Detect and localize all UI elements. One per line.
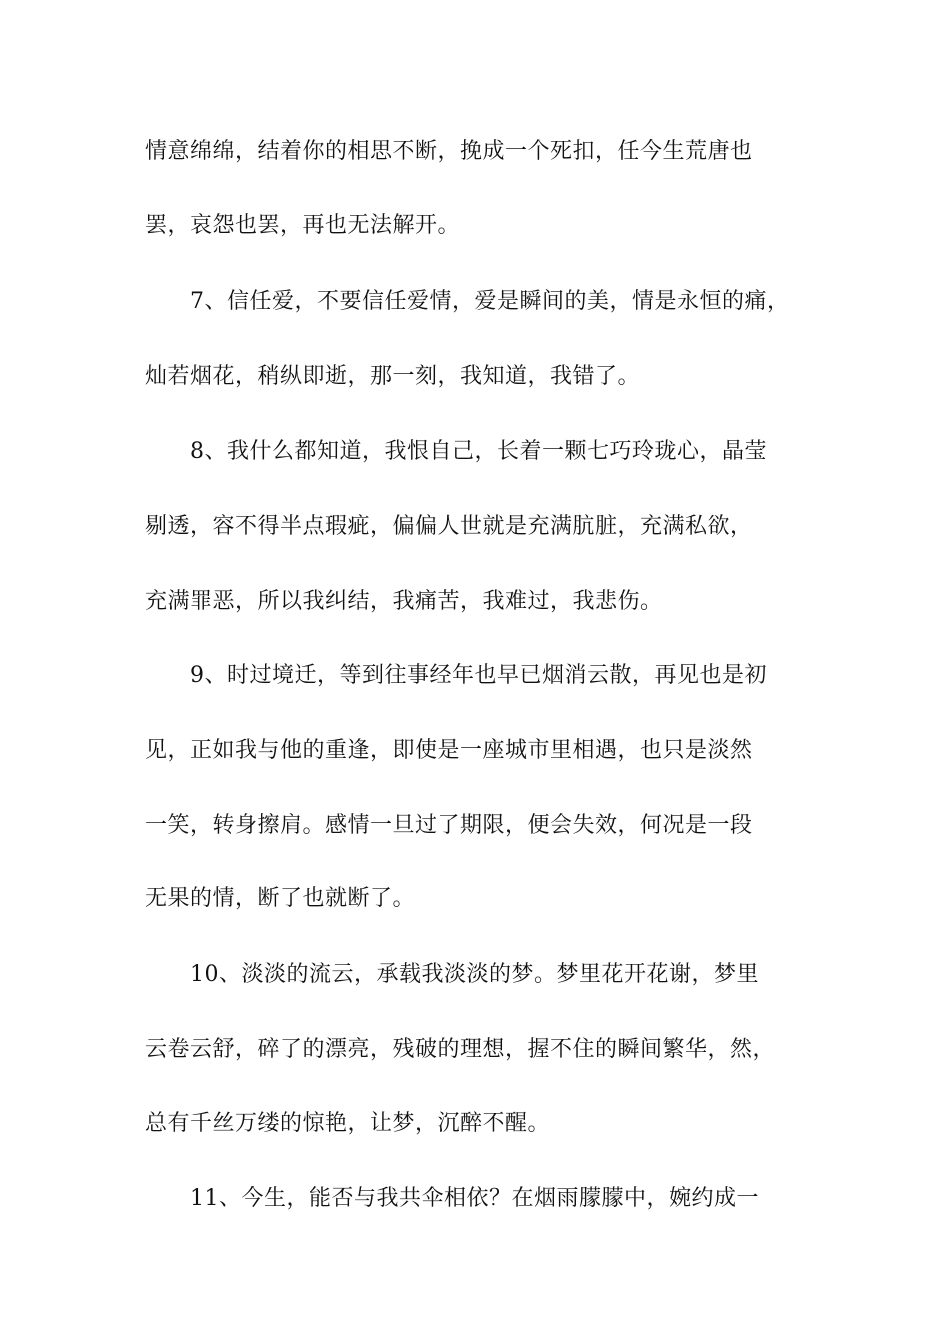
text-line: 一笑，转身擦肩。感情一旦过了期限，便会失效，何况是一段: [145, 813, 753, 838]
paragraph-10-first-line: 10、淡淡的流云，承载我淡淡的梦。梦里花开花谢，梦里: [190, 962, 759, 987]
paragraph-9-first-line: 9、时过境迁，等到往事经年也早已烟消云散，再见也是初: [190, 663, 767, 688]
text-line: 充满罪恶，所以我纠结，我痛苦，我难过，我悲伤。: [145, 589, 663, 614]
paragraph-8-first-line: 8、我什么都知道，我恨自己，长着一颗七巧玲珑心，晶莹: [190, 439, 767, 464]
text-line: 云卷云舒，碎了的漂亮，残破的理想，握不住的瞬间繁华，然，: [145, 1037, 776, 1062]
text-line: 灿若烟花，稍纵即逝，那一刻，我知道，我错了。: [145, 364, 641, 389]
paragraph-11-first-line: 11、今生，能否与我共伞相依？在烟雨朦朦中，婉约成一: [190, 1186, 759, 1211]
text-line: 罢，哀怨也罢，再也无法解开。: [145, 213, 461, 238]
paragraph-7-first-line: 7、信任爱，不要信任爱情，爱是瞬间的美，情是永恒的痛，: [190, 289, 790, 314]
text-line: 见，正如我与他的重逢，即使是一座城市里相遇，也只是淡然: [145, 738, 753, 763]
text-line: 剔透，容不得半点瑕疵，偏偏人世就是充满肮脏，充满私欲，: [145, 514, 753, 539]
text-line: 无果的情，断了也就断了。: [145, 886, 416, 911]
text-line: 情意绵绵，结着你的相思不断，挽成一个死扣，任今生荒唐也: [145, 139, 753, 164]
text-line: 总有千丝万缕的惊艳，让梦，沉醉不醒。: [145, 1111, 551, 1136]
